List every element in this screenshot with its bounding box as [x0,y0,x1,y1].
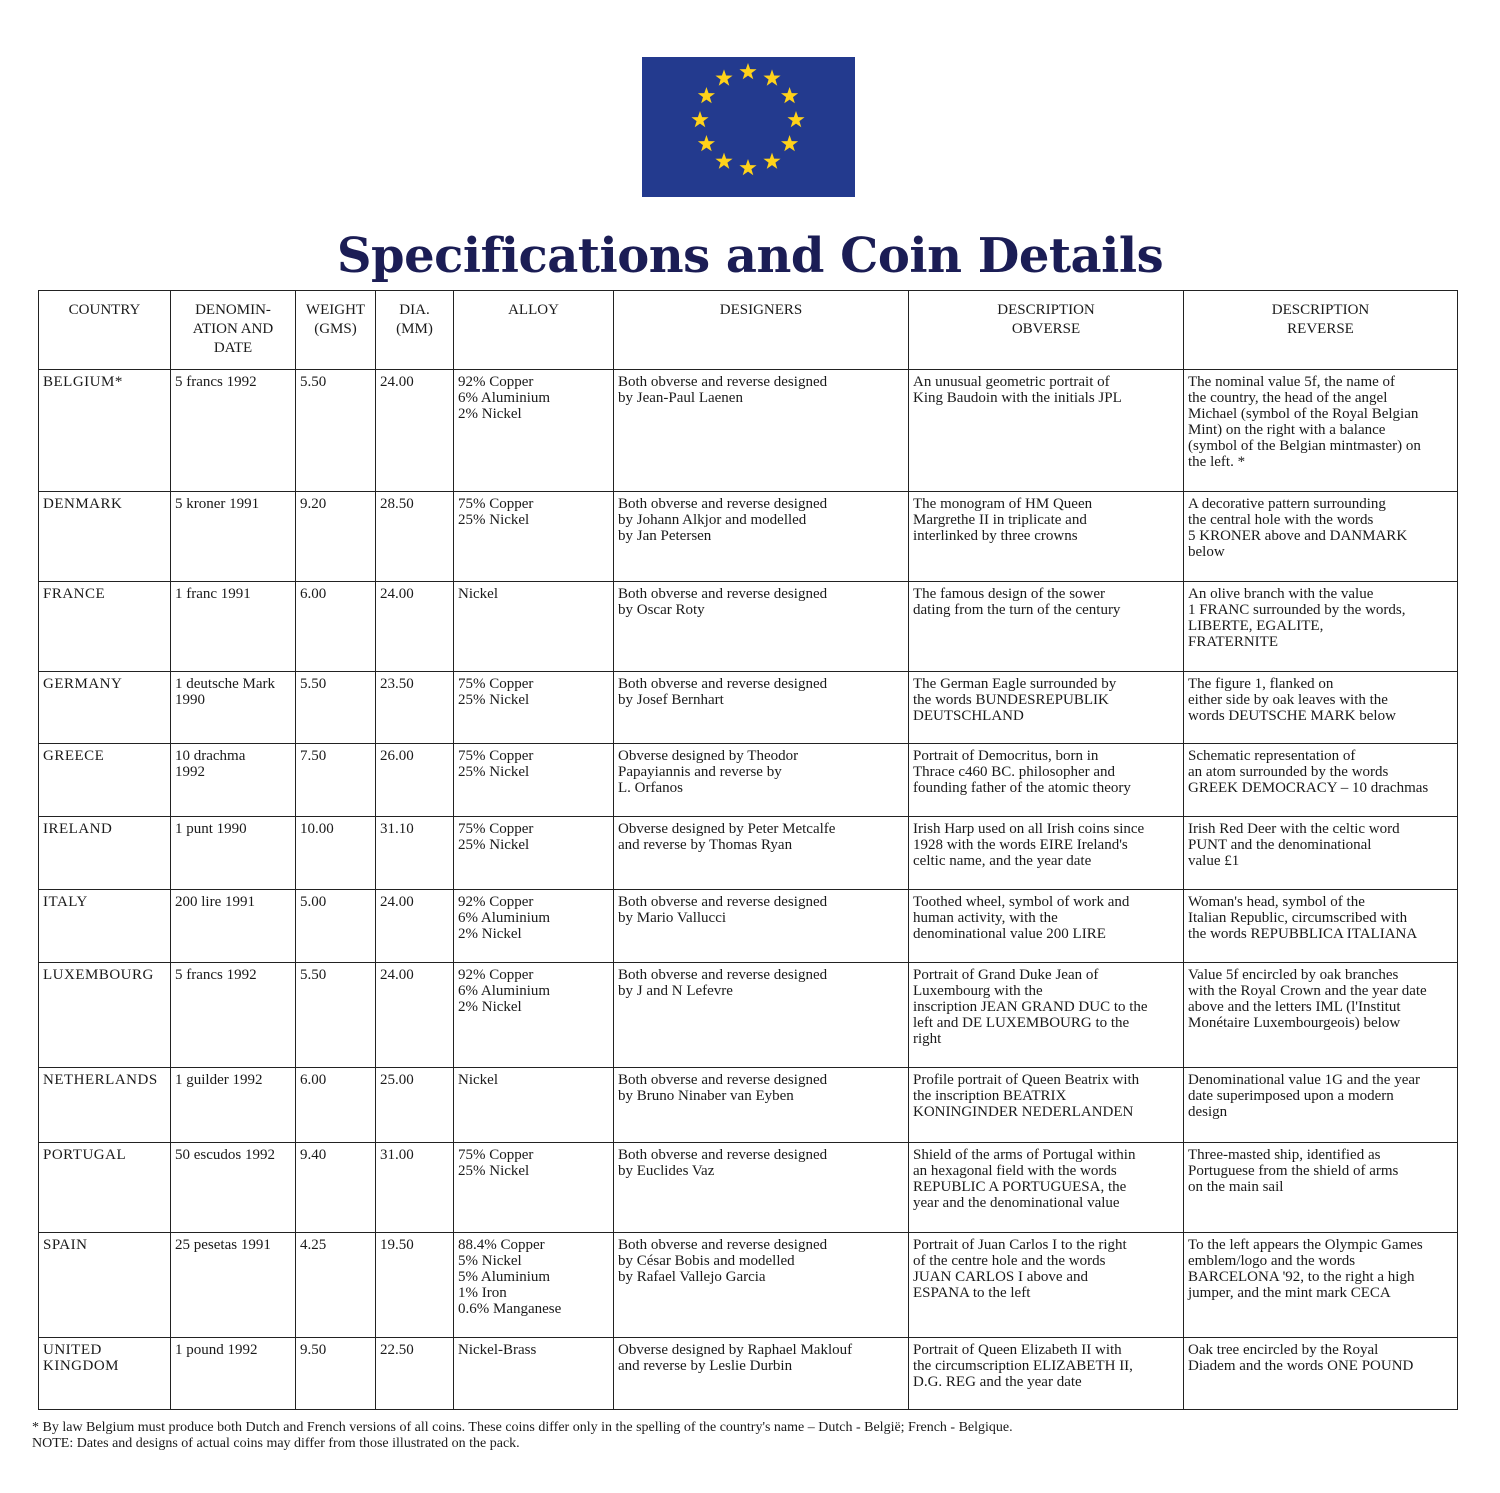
table-row-netherlands [39,1068,1458,1143]
star-icon [787,111,804,127]
cell-obverse: Portrait of Juan Carlos I to the right of the centre hole and the words JUAN CARLOS I above and ESPANA to the left [909,1233,1184,1338]
cell-reverse: Schematic representation of an atom surrounded by the words GREEK DEMOCRACY – 10 drachmas [1184,744,1458,817]
cell-country: IRELAND [39,817,171,890]
specs-table [38,290,1458,1410]
cell-denomination: 1 pound 1992 [171,1338,296,1410]
cell-weight: 4.25 [296,1233,376,1338]
table-row-portugal [39,1143,1458,1233]
cell-denomination: 1 deutsche Mark 1990 [171,672,296,744]
cell-obverse: The monogram of HM Queen Margrethe II in triplicate and interlinked by three crowns [909,492,1184,582]
cell-alloy: Nickel [454,582,614,672]
cell-diameter: 23.50 [376,672,454,744]
table-row-spain [39,1233,1458,1338]
header-row [39,291,1458,370]
cell-country: ITALY [39,890,171,963]
header-country: COUNTRY [39,291,171,370]
star-icon [781,87,798,103]
cell-diameter: 31.00 [376,1143,454,1233]
cell-reverse: Value 5f encircled by oak branches with the Royal Crown and the year date above and the letters IML (l'Institut Monétaire Luxembourgeois) below [1184,963,1458,1068]
cell-diameter: 24.00 [376,890,454,963]
cell-reverse: The figure 1, flanked on either side by oak leaves with the words DEUTSCHE MARK below [1184,672,1458,744]
table-row-united-kingdom [39,1338,1458,1410]
cell-country: DENMARK [39,492,171,582]
star-icon [698,135,715,151]
cell-designers: Obverse designed by Raphael Maklouf and reverse by Leslie Durbin [614,1338,909,1410]
eu-flag [642,57,855,197]
cell-diameter: 22.50 [376,1338,454,1410]
cell-reverse: The nominal value 5f, the name of the country, the head of the angel Michael (symbol of the Royal Belgian Mint) on the right with a balance (symbol of the Belgian mintmaster) on the left. * [1184,370,1458,492]
star-icon [763,153,780,169]
cell-obverse: Profile portrait of Queen Beatrix with the inscription BEATRIX KONINGINDER NEDERLANDEN [909,1068,1184,1143]
cell-country: UNITED KINGDOM [39,1338,171,1410]
cell-weight: 6.00 [296,582,376,672]
star-icon [691,111,708,127]
cell-alloy: 92% Copper 6% Aluminium 2% Nickel [454,890,614,963]
cell-designers: Both obverse and reverse designed by Oscar Roty [614,582,909,672]
cell-denomination: 1 punt 1990 [171,817,296,890]
cell-reverse: An olive branch with the value 1 FRANC surrounded by the words, LIBERTE, EGALITE, FRATERNITE [1184,582,1458,672]
cell-weight: 7.50 [296,744,376,817]
cell-diameter: 26.00 [376,744,454,817]
star-icon [739,63,756,79]
cell-country: GERMANY [39,672,171,744]
table-row-ireland [39,817,1458,890]
cell-denomination: 5 francs 1992 [171,370,296,492]
cell-alloy: 92% Copper 6% Aluminium 2% Nickel [454,370,614,492]
footnotes [32,1420,1472,1452]
cell-designers: Both obverse and reverse designed by Johann Alkjor and modelled by Jan Petersen [614,492,909,582]
cell-weight: 9.20 [296,492,376,582]
cell-alloy: 92% Copper 6% Aluminium 2% Nickel [454,963,614,1068]
cell-weight: 9.40 [296,1143,376,1233]
cell-country: PORTUGAL [39,1143,171,1233]
cell-country: BELGIUM* [39,370,171,492]
cell-alloy: Nickel-Brass [454,1338,614,1410]
cell-weight: 10.00 [296,817,376,890]
cell-denomination: 1 guilder 1992 [171,1068,296,1143]
cell-alloy: 75% Copper 25% Nickel [454,1143,614,1233]
cell-designers: Both obverse and reverse designed by Bruno Ninaber van Eyben [614,1068,909,1143]
cell-designers: Both obverse and reverse designed by Mario Vallucci [614,890,909,963]
star-icon [763,69,780,85]
footnote-belgium: * By law Belgium must produce both Dutch and French versions of all coins. These coins differ only in the spelling of the country's name – Dutch - België; French - Belgique. [32,1420,1013,1435]
cell-reverse: Oak tree encircled by the Royal Diadem and the words ONE POUND [1184,1338,1458,1410]
cell-diameter: 24.00 [376,370,454,492]
cell-country: NETHERLANDS [39,1068,171,1143]
cell-designers: Obverse designed by Theodor Papayiannis and reverse by L. Orfanos [614,744,909,817]
header-reverse: DESCRIPTION REVERSE [1184,291,1458,370]
cell-diameter: 24.00 [376,582,454,672]
cell-weight: 5.50 [296,963,376,1068]
cell-diameter: 25.00 [376,1068,454,1143]
cell-obverse: The German Eagle surrounded by the words BUNDESREPUBLIK DEUTSCHLAND [909,672,1184,744]
cell-reverse: Three-masted ship, identified as Portuguese from the shield of arms on the main sail [1184,1143,1458,1233]
cell-weight: 9.50 [296,1338,376,1410]
cell-reverse: Denominational value 1G and the year date superimposed upon a modern design [1184,1068,1458,1143]
cell-weight: 5.00 [296,890,376,963]
cell-diameter: 24.00 [376,963,454,1068]
cell-reverse: A decorative pattern surrounding the central hole with the words 5 KRONER above and DANMARK below [1184,492,1458,582]
cell-designers: Both obverse and reverse designed by J and N Lefevre [614,963,909,1068]
cell-diameter: 31.10 [376,817,454,890]
star-icon [715,153,732,169]
cell-country: SPAIN [39,1233,171,1338]
header-weight: WEIGHT (GMS) [296,291,376,370]
cell-reverse: To the left appears the Olympic Games emblem/logo and the words BARCELONA '92, to the right a high jumper, and the mint mark CECA [1184,1233,1458,1338]
header-designers: DESIGNERS [614,291,909,370]
cell-obverse: Toothed wheel, symbol of work and human activity, with the denominational value 200 LIRE [909,890,1184,963]
cell-obverse: Portrait of Democritus, born in Thrace c460 BC. philosopher and founding father of the atomic theory [909,744,1184,817]
table-row-luxembourg [39,963,1458,1068]
table-row-denmark [39,492,1458,582]
cell-country: LUXEMBOURG [39,963,171,1068]
cell-reverse: Woman's head, symbol of the Italian Republic, circumscribed with the words REPUBBLICA ITALIANA [1184,890,1458,963]
cell-designers: Obverse designed by Peter Metcalfe and reverse by Thomas Ryan [614,817,909,890]
cell-reverse: Irish Red Deer with the celtic word PUNT and the denominational value £1 [1184,817,1458,890]
cell-weight: 6.00 [296,1068,376,1143]
star-icon [715,69,732,85]
cell-designers: Both obverse and reverse designed by Jean-Paul Laenen [614,370,909,492]
header-denomination: DENOMIN- ATION AND DATE [171,291,296,370]
cell-diameter: 28.50 [376,492,454,582]
cell-denomination: 1 franc 1991 [171,582,296,672]
cell-obverse: Shield of the arms of Portugal within an hexagonal field with the words REPUBLIC A PORTUGUESA, the year and the denominational value [909,1143,1184,1233]
table-row-greece [39,744,1458,817]
cell-designers: Both obverse and reverse designed by Euclides Vaz [614,1143,909,1233]
footnote-note: NOTE: Dates and designs of actual coins may differ from those illustrated on the pack. [32,1436,520,1451]
cell-designers: Both obverse and reverse designed by Josef Bernhart [614,672,909,744]
cell-denomination: 25 pesetas 1991 [171,1233,296,1338]
cell-obverse: An unusual geometric portrait of King Baudoin with the initials JPL [909,370,1184,492]
cell-denomination: 5 francs 1992 [171,963,296,1068]
cell-alloy: 75% Copper 25% Nickel [454,817,614,890]
table-row-france [39,582,1458,672]
star-icon [739,159,756,175]
cell-denomination: 5 kroner 1991 [171,492,296,582]
cell-alloy: Nickel [454,1068,614,1143]
table-row-germany [39,672,1458,744]
cell-country: FRANCE [39,582,171,672]
cell-diameter: 19.50 [376,1233,454,1338]
table-row-italy [39,890,1458,963]
cell-denomination: 200 lire 1991 [171,890,296,963]
cell-designers: Both obverse and reverse designed by César Bobis and modelled by Rafael Vallejo Garcia [614,1233,909,1338]
table-row-belgium [39,370,1458,492]
star-icon [698,87,715,103]
header-diameter: DIA. (MM) [376,291,454,370]
star-icon [781,135,798,151]
cell-obverse: The famous design of the sower dating from the turn of the century [909,582,1184,672]
cell-weight: 5.50 [296,370,376,492]
eu-flag-stars [642,57,855,197]
cell-obverse: Irish Harp used on all Irish coins since 1928 with the words EIRE Ireland's celtic name, and the year date [909,817,1184,890]
cell-denomination: 50 escudos 1992 [171,1143,296,1233]
cell-alloy: 75% Copper 25% Nickel [454,744,614,817]
cell-alloy: 88.4% Copper 5% Nickel 5% Aluminium 1% Iron 0.6% Manganese [454,1233,614,1338]
header-obverse: DESCRIPTION OBVERSE [909,291,1184,370]
cell-obverse: Portrait of Grand Duke Jean of Luxembourg with the inscription JEAN GRAND DUC to the left and DE LUXEMBOURG to the right [909,963,1184,1068]
cell-weight: 5.50 [296,672,376,744]
cell-obverse: Portrait of Queen Elizabeth II with the circumscription ELIZABETH II, D.G. REG and the year date [909,1338,1184,1410]
header-alloy: ALLOY [454,291,614,370]
cell-denomination: 10 drachma 1992 [171,744,296,817]
cell-country: GREECE [39,744,171,817]
cell-alloy: 75% Copper 25% Nickel [454,672,614,744]
page-title: Specifications and Coin Details [336,228,1164,284]
cell-alloy: 75% Copper 25% Nickel [454,492,614,582]
